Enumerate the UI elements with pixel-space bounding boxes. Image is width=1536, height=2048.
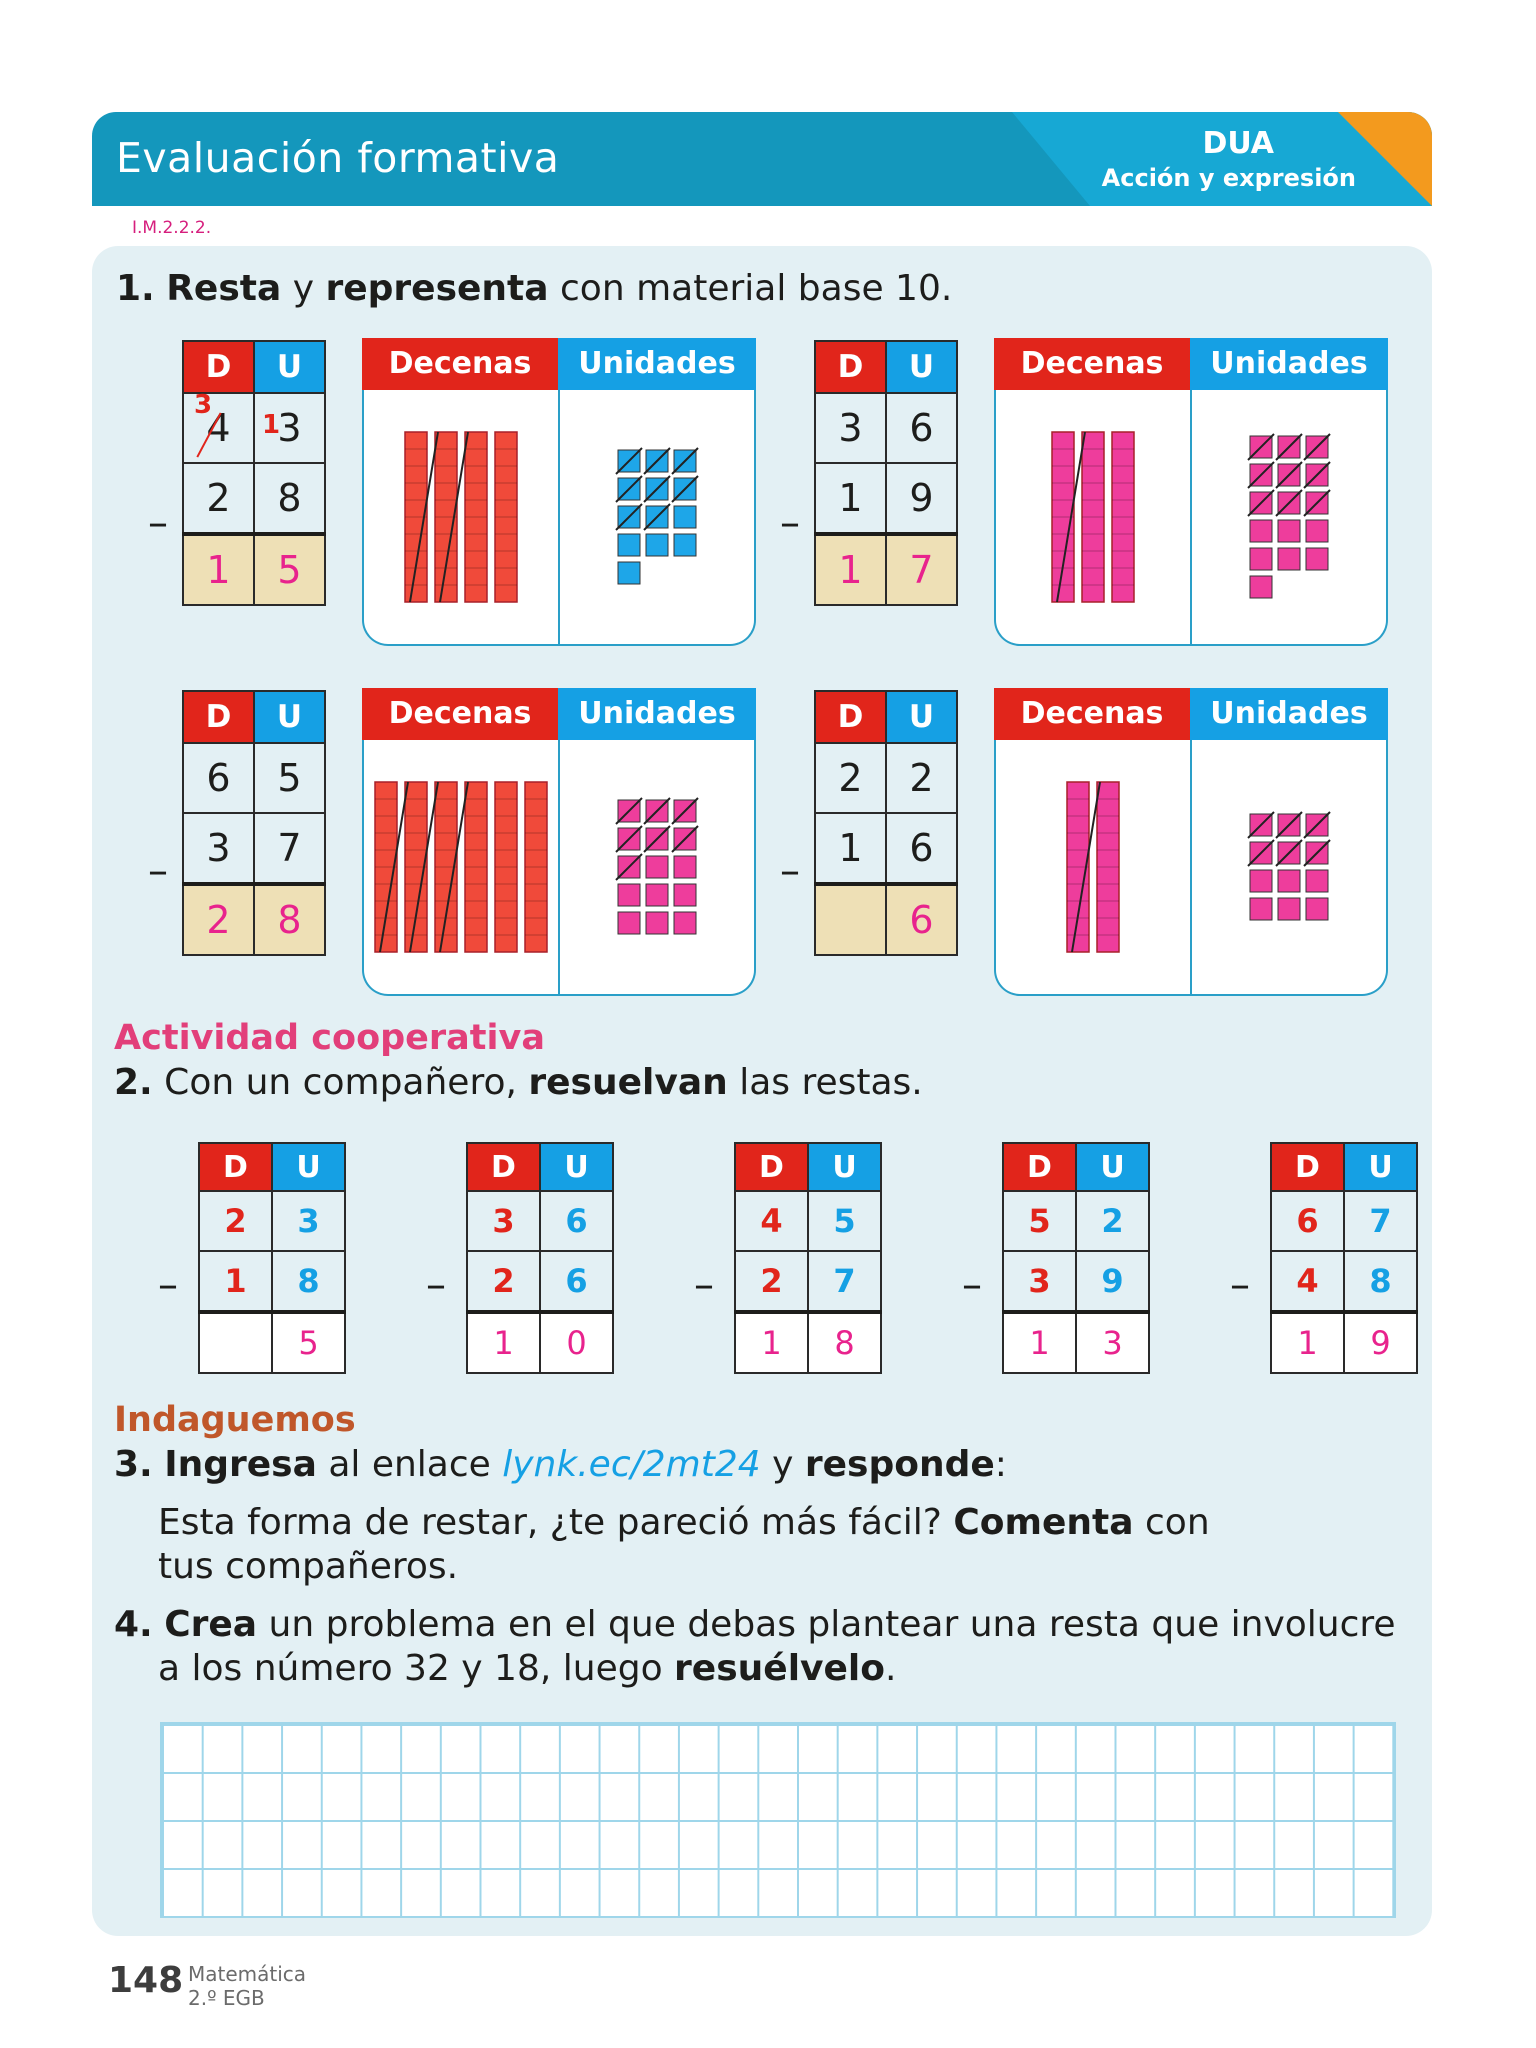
unit-cube — [1250, 576, 1272, 598]
unit-cube — [1250, 870, 1272, 892]
q3-text: : — [994, 1444, 1007, 1485]
q4-word: resuélvelo — [674, 1648, 885, 1689]
header-u: U — [272, 1143, 345, 1191]
minuend-units: 6 — [540, 1191, 613, 1251]
subtrahend-tens: 2 — [183, 463, 254, 534]
result-tens[interactable]: 1 — [1271, 1312, 1344, 1373]
activity-title: Actividad cooperativa — [114, 1018, 545, 1058]
unidades-header: Unidades — [558, 688, 756, 740]
unit-cube — [1306, 898, 1328, 920]
subtrahend-units: 8 — [1344, 1251, 1417, 1312]
q3-number: 3. — [114, 1444, 153, 1485]
q3-body: Esta forma de restar, ¿te pareció más fácil? — [158, 1502, 954, 1543]
subtrahend-tens: 1 — [199, 1251, 272, 1312]
unidades-header: Unidades — [1190, 688, 1388, 740]
unit-cube — [674, 534, 696, 556]
header-u: U — [808, 1143, 881, 1191]
minuend-tens: 2 — [815, 743, 886, 813]
question-3-text-line2: tus compañeros. — [158, 1546, 459, 1587]
subtrahend-units: 6 — [540, 1251, 613, 1312]
base-ten-panel — [362, 338, 756, 648]
activity-subtraction-table — [1270, 1142, 1418, 1374]
result-units[interactable]: 5 — [272, 1312, 345, 1373]
q3-text: y — [760, 1444, 805, 1485]
header-u: U — [1076, 1143, 1149, 1191]
unit-cube — [1250, 520, 1272, 542]
unit-cube — [1306, 548, 1328, 570]
header-u: U — [540, 1143, 613, 1191]
header-d: D — [735, 1143, 808, 1191]
tens-rods — [366, 390, 556, 644]
unit-cube — [646, 884, 668, 906]
q4-number: 4. — [114, 1604, 153, 1645]
minuend-units: 5 — [808, 1191, 881, 1251]
result-units[interactable]: 0 — [540, 1312, 613, 1373]
borrow-units: 1 — [262, 410, 281, 440]
unit-cubes — [1192, 390, 1386, 644]
unit-cube — [618, 912, 640, 934]
minuend-units: 3 — [272, 1191, 345, 1251]
unit-cube — [1306, 520, 1328, 542]
unit-cubes — [1192, 740, 1386, 994]
minus-sign: – — [158, 1262, 178, 1308]
unit-cube — [1250, 898, 1272, 920]
q4-text: a los número 32 y 18, luego — [158, 1648, 675, 1689]
subtrahend-units: 7 — [254, 813, 325, 884]
header-u: U — [254, 691, 325, 743]
header-u: U — [1344, 1143, 1417, 1191]
unit-cube — [618, 562, 640, 584]
q4-text: . — [884, 1648, 897, 1689]
question-3 — [114, 1444, 1007, 1485]
result-tens: 1 — [815, 534, 886, 605]
unit-cube — [674, 884, 696, 906]
result-units: 6 — [886, 884, 957, 955]
subtrahend-tens: 4 — [1271, 1251, 1344, 1312]
q2-text: las restas. — [727, 1062, 923, 1103]
result-units[interactable]: 9 — [1344, 1312, 1417, 1373]
answer-grid[interactable] — [160, 1722, 1396, 1918]
minus-sign: – — [426, 1262, 446, 1308]
decenas-header: Decenas — [994, 338, 1190, 390]
minuend-tens: 5 — [1003, 1191, 1076, 1251]
subtrahend-tens: 2 — [467, 1251, 540, 1312]
minuend-tens: 4 — [735, 1191, 808, 1251]
q1-word: representa — [325, 268, 549, 309]
minuend-tens: 2 — [199, 1191, 272, 1251]
base-ten-panel — [994, 338, 1388, 648]
panel-body — [994, 390, 1388, 646]
subtrahend-units: 7 — [808, 1251, 881, 1312]
q2-number: 2. — [114, 1062, 153, 1103]
q1-number: 1. — [116, 268, 155, 309]
header-d: D — [199, 1143, 272, 1191]
unit-cube — [646, 856, 668, 878]
result-tens[interactable] — [199, 1312, 272, 1373]
question-4 — [114, 1604, 1396, 1645]
q3-word: responde — [804, 1444, 995, 1485]
decenas-header: Decenas — [362, 688, 558, 740]
header-d: D — [815, 341, 886, 393]
q1-word: Resta — [166, 268, 282, 309]
header-d: D — [1003, 1143, 1076, 1191]
panel-body — [362, 740, 756, 996]
decenas-header: Decenas — [994, 688, 1190, 740]
q1-text: y — [281, 268, 326, 309]
header-u: U — [886, 341, 957, 393]
subtrahend-units: 9 — [1076, 1251, 1149, 1312]
minus-sign: – — [1230, 1262, 1250, 1308]
header-u: U — [254, 341, 325, 393]
subtrahend-tens: 3 — [183, 813, 254, 884]
minuend-units: 6 — [886, 393, 957, 463]
q4-word: Crea — [164, 1604, 258, 1645]
unit-cube — [646, 534, 668, 556]
question-2 — [114, 1062, 923, 1103]
subtraction-table — [814, 690, 958, 956]
q2-text: Con un compañero, — [152, 1062, 529, 1103]
minus-sign: – — [962, 1262, 982, 1308]
unit-cube — [618, 534, 640, 556]
unit-cube — [1306, 870, 1328, 892]
minus-sign: – — [148, 848, 168, 894]
page-number: 148 — [108, 1960, 184, 2001]
activity-subtraction-table — [198, 1142, 346, 1374]
subtrahend-tens: 1 — [815, 463, 886, 534]
unit-cube — [674, 856, 696, 878]
subtrahend-tens: 1 — [815, 813, 886, 884]
minus-sign: – — [694, 1262, 714, 1308]
borrow-tens: 3 — [194, 390, 213, 420]
subject-label: Matemática — [188, 1962, 307, 1986]
result-units[interactable]: 3 — [1076, 1312, 1149, 1373]
tens-rods — [998, 390, 1188, 644]
unit-cube — [1278, 520, 1300, 542]
dua-subtitle: Acción y expresión — [1101, 164, 1356, 192]
lynk-link[interactable]: lynk.ec/2mt24 — [502, 1444, 761, 1485]
subtrahend-tens: 2 — [735, 1251, 808, 1312]
result-tens: 2 — [183, 884, 254, 955]
minuend-tens: 3 — [467, 1191, 540, 1251]
indicator-code: I.M.2.2.2. — [132, 218, 212, 238]
result-units: 7 — [886, 534, 957, 605]
result-tens[interactable]: 1 — [735, 1312, 808, 1373]
unit-cube — [674, 912, 696, 934]
minuend-units: 3 — [254, 393, 325, 463]
subtrahend-tens: 3 — [1003, 1251, 1076, 1312]
q3-body: con — [1133, 1502, 1210, 1543]
header-d: D — [1271, 1143, 1344, 1191]
tens-rods — [998, 740, 1188, 994]
subtraction-table — [814, 340, 958, 606]
unit-cube — [618, 884, 640, 906]
unit-cube — [646, 912, 668, 934]
unit-cubes — [560, 390, 754, 644]
tens-rods — [366, 740, 556, 994]
unidades-header: Unidades — [558, 338, 756, 390]
dua-title: DUA — [1202, 126, 1274, 161]
grade-label: 2.º EGB — [188, 1986, 265, 2010]
minus-sign: – — [780, 848, 800, 894]
q2-word: resuelvan — [528, 1062, 728, 1103]
header-d: D — [183, 341, 254, 393]
result-tens[interactable]: 1 — [467, 1312, 540, 1373]
unidades-header: Unidades — [1190, 338, 1388, 390]
minuend-units: 5 — [254, 743, 325, 813]
result-units: 8 — [254, 884, 325, 955]
minuend-units: 2 — [886, 743, 957, 813]
activity-subtraction-table — [1002, 1142, 1150, 1374]
header-d: D — [467, 1143, 540, 1191]
panel-body — [994, 740, 1388, 996]
unit-cube — [674, 506, 696, 528]
result-tens: 1 — [183, 534, 254, 605]
unit-cube — [1278, 870, 1300, 892]
subtraction-table — [182, 690, 326, 956]
minuend-units: 2 — [1076, 1191, 1149, 1251]
indaguemos-title: Indaguemos — [114, 1400, 356, 1440]
question-1 — [116, 268, 952, 309]
decenas-header: Decenas — [362, 338, 558, 390]
unit-cubes — [560, 740, 754, 994]
base-ten-panel — [362, 688, 756, 998]
unit-cube — [1278, 548, 1300, 570]
q1-text: con material base 10. — [548, 268, 953, 309]
result-tens[interactable]: 1 — [1003, 1312, 1076, 1373]
minuend-tens: 3 — [815, 393, 886, 463]
base-ten-panel — [994, 688, 1388, 998]
q3-word: Ingresa — [164, 1444, 317, 1485]
header-d: D — [815, 691, 886, 743]
result-units: 5 — [254, 534, 325, 605]
header-d: D — [183, 691, 254, 743]
q3-body-bold: Comenta — [953, 1502, 1134, 1543]
unit-cube — [1278, 898, 1300, 920]
q4-text: un problema en el que debas plantear una resta que involucre — [257, 1604, 1396, 1645]
result-units[interactable]: 8 — [808, 1312, 881, 1373]
activity-subtraction-table — [466, 1142, 614, 1374]
minuend-tens: 6 — [183, 743, 254, 813]
minus-sign: – — [780, 500, 800, 546]
header-u: U — [886, 691, 957, 743]
page-title: Evaluación formativa — [116, 134, 560, 182]
header-banner — [92, 112, 1432, 206]
minus-sign: – — [148, 500, 168, 546]
result-tens — [815, 884, 886, 955]
subtrahend-units: 9 — [886, 463, 957, 534]
question-3-text — [158, 1502, 1210, 1543]
q3-text: al enlace — [316, 1444, 503, 1485]
activity-subtraction-table — [734, 1142, 882, 1374]
minuend-tens: 6 — [1271, 1191, 1344, 1251]
panel-body — [362, 390, 756, 646]
subtrahend-units: 8 — [272, 1251, 345, 1312]
subtrahend-units: 8 — [254, 463, 325, 534]
minuend-tens: 4 — [183, 393, 254, 463]
unit-cube — [1250, 548, 1272, 570]
question-4-line2 — [158, 1648, 896, 1689]
subtrahend-units: 6 — [886, 813, 957, 884]
minuend-units: 7 — [1344, 1191, 1417, 1251]
subtraction-table — [182, 340, 326, 606]
